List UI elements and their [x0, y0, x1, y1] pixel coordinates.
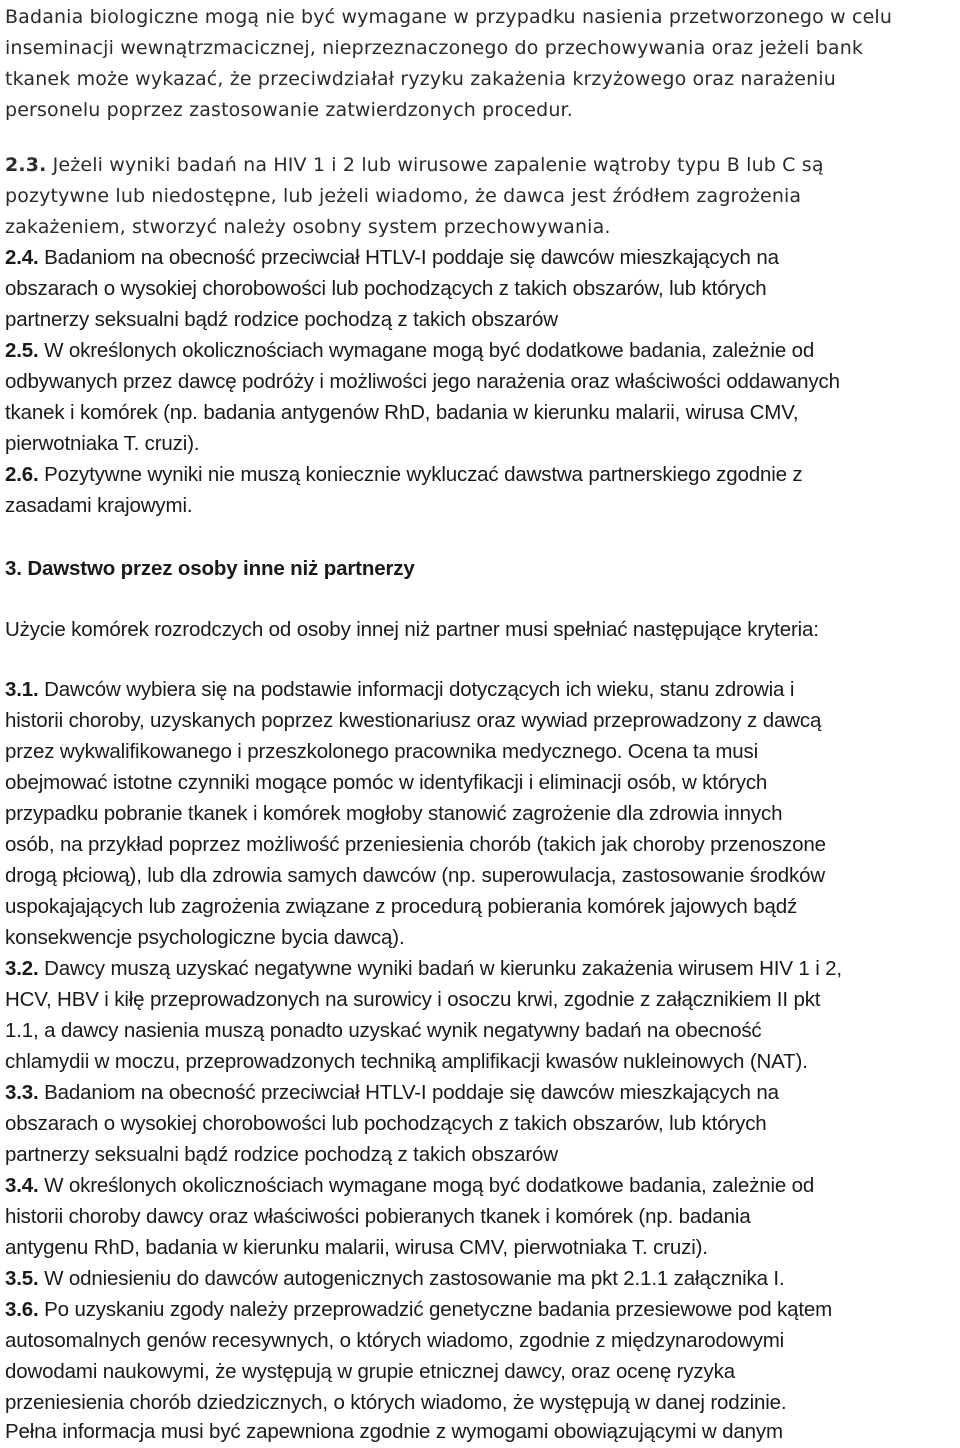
line-text: Badaniom na obecność przeciwciał HTLV-I poddaje się dawców mieszkających na	[38, 246, 779, 269]
text-line	[5, 770, 767, 796]
line-text: Dawcy muszą uzyskać negatywne wyniki badań w kierunku zakażenia wirusem HIV 1 i 2,	[38, 957, 842, 980]
text-line	[5, 431, 199, 457]
section-number: 2.6.	[5, 463, 39, 486]
line-text: osób, na przykład poprzez możliwość przeniesienia chorób (takich jak choroby przenoszone	[5, 833, 826, 856]
text-line	[5, 493, 192, 519]
line-text: przez wykwalifikowanego i przeszkolonego pracownika medycznego. Ocena ta musi	[5, 740, 759, 763]
section-number: 3.5.	[5, 1267, 39, 1290]
line-text: W odniesieniu do dawców autogenicznych zastosowanie ma pkt 2.1.1 załącznika I.	[38, 1267, 785, 1290]
numbered-line	[5, 556, 415, 582]
numbered-line	[5, 956, 842, 982]
text-line	[5, 1204, 751, 1230]
text-line	[5, 925, 405, 951]
text-line	[5, 307, 558, 333]
line-text: Badania biologiczne mogą nie być wymagane w przypadku nasienia przetworzonego w celu	[5, 6, 893, 28]
line-text: Po uzyskaniu zgody należy przeprowadzić genetyczne badania przesiewowe pod kątem	[38, 1298, 833, 1321]
line-text: konsekwencje psychologiczne bycia dawcą).	[5, 926, 405, 949]
line-text: obszarach o wysokiej chorobowości lub pochodzących z takich obszarów, lub których	[5, 277, 767, 300]
line-text: dowodami naukowymi, że występują w grupie etnicznej dawcy, oraz ocenę ryzyka	[5, 1360, 735, 1383]
section-number: 2.3.	[5, 154, 47, 176]
line-text: tkanek może wykazać, że przeciwdziałał ryzyku zakażenia krzyżowego oraz narażeniu	[5, 68, 836, 90]
line-text: tkanek i komórek (np. badania antygenów RhD, badania w kierunku malarii, wirusa CMV,	[5, 401, 799, 424]
line-text: historii choroby dawcy oraz właściwości pobieranych tkanek i komórek (np. badania	[5, 1205, 751, 1228]
line-text: zakażeniem, stworzyć należy osobny system przechowywania.	[5, 216, 611, 238]
line-text: inseminacji wewnątrzmacicznej, nieprzeznaczonego do przechowywania oraz jeżeli bank	[5, 37, 864, 59]
text-line	[5, 66, 836, 92]
line-text: autosomalnych genów recesywnych, o których wiadomo, zgodnie z międzynarodowymi	[5, 1329, 785, 1352]
section-number: 3.6.	[5, 1298, 39, 1321]
section-number: 3.	[5, 557, 22, 580]
line-text: historii choroby, uzyskanych poprzez kwestionariusz oraz wywiad przeprowadzony z dawcą	[5, 709, 822, 732]
numbered-line	[5, 462, 803, 488]
line-text: pierwotniaka T. cruzi).	[5, 432, 200, 455]
line-text: Jeżeli wyniki badań na HIV 1 i 2 lub wirusowe zapalenie wątroby typu B lub C są	[46, 154, 824, 176]
line-text: przeniesienia chorób dziedzicznych, o których wiadomo, że występują w danej rodzinie.	[5, 1391, 787, 1414]
numbered-line	[5, 1080, 779, 1106]
line-text: Pełna informacja musi być zapewniona zgodnie z wymogami obowiązującymi w danym	[5, 1420, 783, 1443]
line-text: przypadku pobranie tkanek i komórek mogłoby stanowić zagrożenie dla zdrowia innych	[5, 802, 783, 825]
section-number: 3.1.	[5, 678, 39, 701]
line-text: partnerzy seksualni bądź rodzice pochodzą z takich obszarów	[5, 308, 558, 331]
line-text: drogą płciową), lub dla zdrowia samych dawców (np. superowulacja, zastosowanie środków	[5, 864, 826, 887]
line-text: Badaniom na obecność przeciwciał HTLV-I poddaje się dawców mieszkających na	[38, 1081, 779, 1104]
line-text: partnerzy seksualni bądź rodzice pochodzą z takich obszarów	[5, 1143, 558, 1166]
line-text: 1.1, a dawcy nasienia muszą ponadto uzyskać wynik negatywny badań na obecność	[5, 1019, 762, 1042]
line-text: personelu poprzez zastosowanie zatwierdzonych procedur.	[5, 99, 573, 121]
text-line	[5, 4, 892, 30]
text-line	[5, 1235, 708, 1261]
text-line	[5, 1049, 808, 1075]
text-line	[5, 1390, 786, 1416]
line-text: antygenu RhD, badania w kierunku malarii, wirusa CMV, pierwotniaka T. cruzi).	[5, 1236, 708, 1259]
numbered-line	[5, 245, 779, 271]
text-line	[5, 35, 863, 61]
line-text: zasadami krajowymi.	[5, 494, 193, 517]
numbered-line	[5, 1266, 785, 1292]
line-text: Dawców wybiera się na podstawie informacji dotyczących ich wieku, stanu zdrowia i	[38, 678, 795, 701]
text-line	[5, 987, 820, 1013]
text-line	[5, 1328, 784, 1354]
text-line	[5, 1359, 735, 1385]
line-text: odbywanych przez dawcę podróży i możliwości jego narażenia oraz właściwości oddawanych	[5, 370, 840, 393]
line-text: pozytywne lub niedostępne, lub jeżeli wiadomo, że dawca jest źródłem zagrożenia	[5, 185, 802, 207]
text-line	[5, 214, 611, 240]
numbered-line	[5, 338, 814, 364]
section-number: 3.4.	[5, 1174, 39, 1197]
text-line	[5, 276, 767, 302]
line-text: obszarach o wysokiej chorobowości lub pochodzących z takich obszarów, lub których	[5, 1112, 767, 1135]
text-line	[5, 801, 782, 827]
line-text: Pozytywne wyniki nie muszą koniecznie wykluczać dawstwa partnerskiego zgodnie z	[38, 463, 803, 486]
text-line	[5, 739, 758, 765]
text-line	[5, 894, 797, 920]
text-line	[5, 617, 819, 643]
numbered-line	[5, 1297, 832, 1323]
section-number: 3.2.	[5, 957, 39, 980]
line-text: uspokajających lub zagrożenia związane z procedurą pobierania komórek jajowych bądź	[5, 895, 798, 918]
text-line	[5, 97, 573, 123]
line-text: W określonych okolicznościach wymagane mogą być dodatkowe badania, zależnie od	[38, 339, 815, 362]
text-line	[5, 1142, 558, 1168]
numbered-line	[5, 677, 794, 703]
text-line	[5, 183, 801, 209]
text-line	[5, 400, 798, 426]
text-line	[5, 832, 826, 858]
line-text: HCV, HBV i kiłę przeprowadzonych na surowicy i osoczu krwi, zgodnie z załącznikiem II pkt	[5, 988, 821, 1011]
text-line	[5, 1018, 762, 1044]
text-line	[5, 1419, 783, 1445]
section-number: 2.5.	[5, 339, 39, 362]
line-text: W określonych okolicznościach wymagane mogą być dodatkowe badania, zależnie od	[38, 1174, 815, 1197]
text-line	[5, 863, 825, 889]
text-line	[5, 1111, 767, 1137]
section-heading-text: Dawstwo przez osoby inne niż partnerzy	[21, 557, 415, 580]
text-line	[5, 708, 821, 734]
section-number: 3.3.	[5, 1081, 39, 1104]
text-line	[5, 369, 840, 395]
line-text: chlamydii w moczu, przeprowadzonych techniką amplifikacji kwasów nukleinowych (NAT).	[5, 1050, 808, 1073]
numbered-line	[5, 1173, 814, 1199]
section-number: 2.4.	[5, 246, 39, 269]
line-text: Użycie komórek rozrodczych od osoby innej niż partner musi spełniać następujące kryteria:	[5, 618, 819, 641]
numbered-line	[5, 152, 824, 178]
line-text: obejmować istotne czynniki mogące pomóc w identyfikacji i eliminacji osób, w których	[5, 771, 768, 794]
